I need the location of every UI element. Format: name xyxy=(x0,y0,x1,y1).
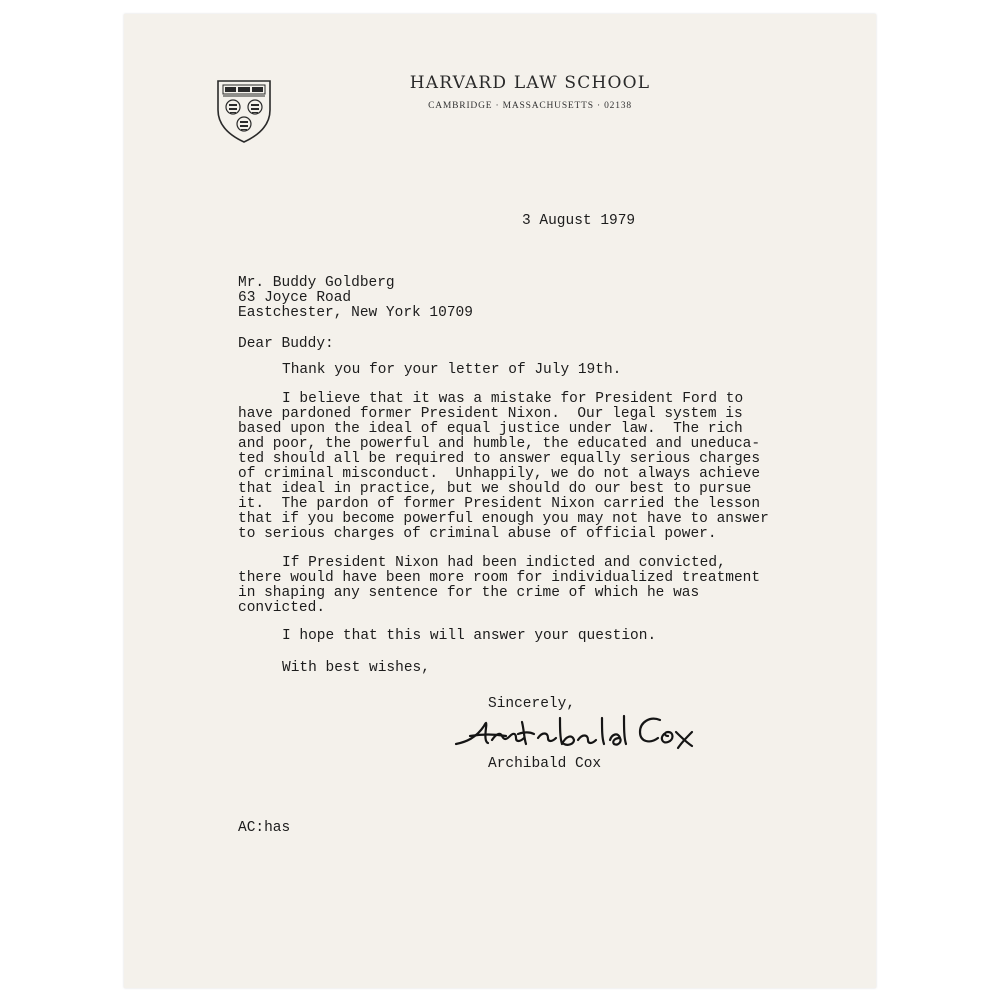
letterhead-title: HARVARD LAW SCHOOL xyxy=(409,73,651,93)
paragraph-2-line: of criminal misconduct. Unhappily, we do not always achieve xyxy=(238,466,761,482)
paragraph-2-line: based upon the ideal of equal justice under law. The rich xyxy=(238,421,743,437)
paragraph-2-line: it. The pardon of former President Nixon carried the lesson xyxy=(238,496,761,512)
closing: With best wishes, xyxy=(282,660,430,676)
paragraph-2-line: have pardoned former President Nixon. Our legal system is xyxy=(238,406,743,422)
letter-date: 3 August 1979 xyxy=(522,213,636,229)
paragraph-1 xyxy=(238,363,621,378)
paragraph-1-line: Thank you for your letter of July 19th. xyxy=(282,362,622,378)
signoff: Sincerely, xyxy=(488,696,576,712)
recipient-address xyxy=(238,276,473,321)
recipient-city: Eastchester, New York 10709 xyxy=(238,305,473,321)
paragraph-2-line: I believe that it was a mistake for President Ford to xyxy=(282,391,744,407)
paragraph-2-line: ted should all be required to answer equally serious charges xyxy=(238,451,761,467)
paragraph-3-line: in shaping any sentence for the crime of which he was xyxy=(238,585,700,601)
recipient-street: 63 Joyce Road xyxy=(238,290,352,306)
paragraph-3 xyxy=(238,556,760,616)
letterhead-address: CAMBRIDGE · MASSACHUSETTS · 02138 xyxy=(428,101,632,111)
harvard-law-crest-icon xyxy=(215,78,273,144)
paragraph-4-line: I hope that this will answer your question. xyxy=(282,628,657,644)
paragraph-3-line: If President Nixon had been indicted and convicted, xyxy=(282,555,726,571)
recipient-name: Mr. Buddy Goldberg xyxy=(238,275,395,291)
paragraph-2 xyxy=(238,392,769,542)
paragraph-2-line: and poor, the powerful and humble, the educated and uneduca- xyxy=(238,436,761,452)
paragraph-3-line: convicted. xyxy=(238,600,326,616)
reference-initials: AC:has xyxy=(238,820,291,836)
signer-name: Archibald Cox xyxy=(488,756,602,772)
paragraph-2-line: that if you become powerful enough you may not have to answer xyxy=(238,511,769,527)
paragraph-4 xyxy=(238,629,656,644)
handwritten-signature xyxy=(452,712,702,757)
salutation: Dear Buddy: xyxy=(238,336,334,352)
paragraph-2-line: that ideal in practice, but we should do our best to pursue xyxy=(238,481,752,497)
paragraph-3-line: there would have been more room for individualized treatment xyxy=(238,570,761,586)
paragraph-2-line: to serious charges of criminal abuse of official power. xyxy=(238,526,717,542)
